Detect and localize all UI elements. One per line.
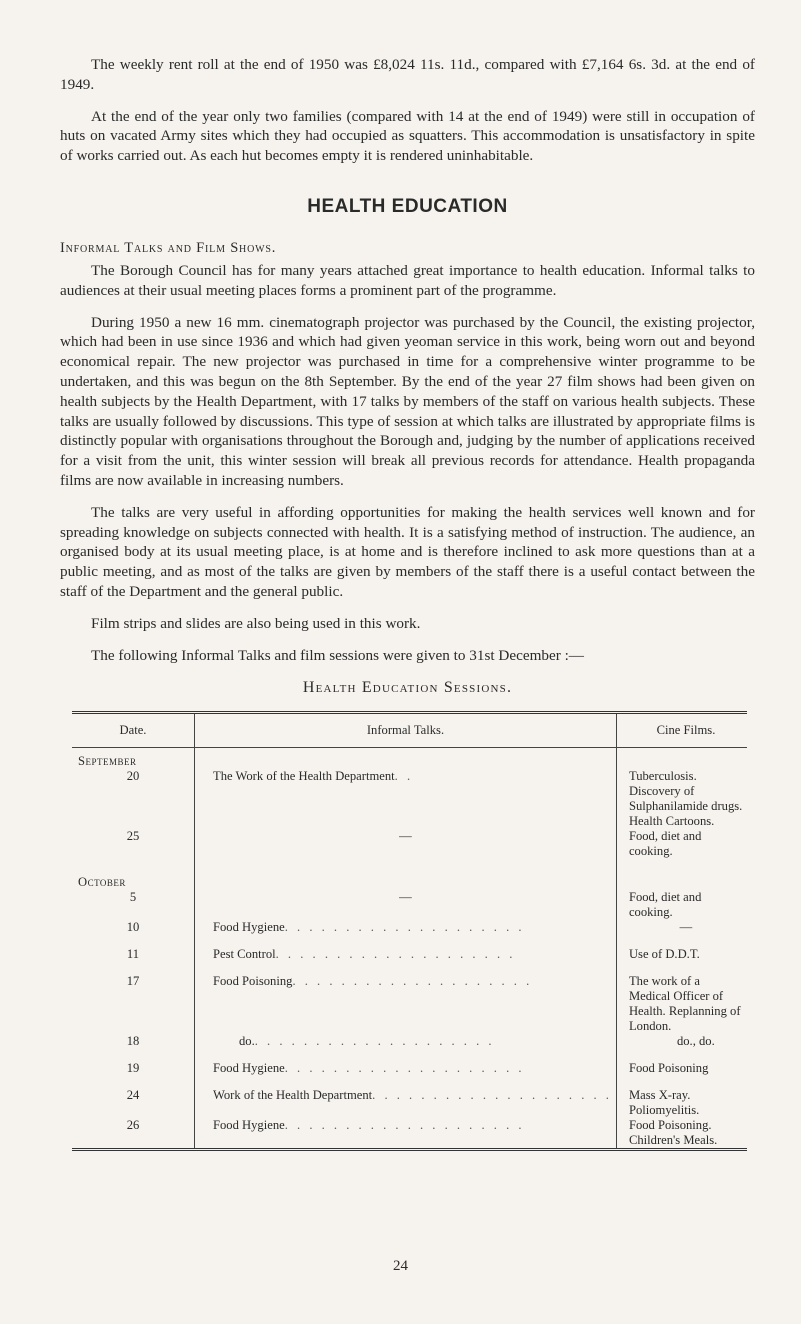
rent-roll-paragraph: The weekly rent roll at the end of 1950 was £8,024 11s. 11d., compared with £7,164 6s. 3d. at the end of 1949. — [60, 56, 755, 93]
header-date: Date. — [72, 713, 195, 748]
table-header-row — [72, 713, 747, 748]
row-films: Food Poisoning — [628, 1061, 709, 1076]
row-films: The work of a Medical Officer of Health. Replanning of London. — [628, 974, 741, 1034]
row-date: 11 — [72, 947, 195, 974]
row-films: do., do. — [676, 1034, 715, 1049]
row-talk: Food Hygiene — [213, 1061, 285, 1076]
table-row — [72, 974, 747, 1034]
dot-leader: . . . . . . . . . . . . . . . . . . . . — [284, 920, 525, 935]
table-row — [72, 947, 747, 974]
sessions-table — [72, 711, 747, 1151]
row-date: 19 — [72, 1061, 195, 1088]
table-row — [72, 1061, 747, 1088]
body-paragraph-4: Film strips and slides are also being used in this work. — [91, 614, 421, 632]
header-films: Cine Films. — [616, 713, 747, 748]
row-talk: Pest Control — [213, 947, 276, 962]
dot-leader: . . . . . . . . . . . . . . . . . . . . — [292, 974, 533, 989]
row-talk: Work of the Health Department — [213, 1088, 373, 1103]
dot-leader: . . — [394, 769, 414, 784]
table-row — [72, 829, 747, 859]
squatters-paragraph: At the end of the year only two families (compared with 14 at the end of 1949) were still in occupation of huts on vacated Army sites which they had occupied as squatters. This accommodation is unsatisfactory in spite of works carried out. As each hut becomes empty it is rendered uninhabitable. — [60, 107, 755, 165]
dot-leader: . . . . . . . . . . . . . . . . . . . . — [275, 947, 516, 962]
row-date: 26 — [72, 1118, 195, 1150]
page-number: 24 — [393, 1258, 408, 1274]
body-paragraph-1: The Borough Council has for many years attached great importance to health education. Informal talks to audiences at their usual meeting places forms a prominent part of the programme. — [60, 261, 755, 299]
row-talk: — — [195, 829, 617, 859]
body-paragraph-5: The following Informal Talks and film sessions were given to 31st December :— — [91, 646, 584, 664]
dot-leader: . . . . . . . . . . . . . . . . . . . . — [254, 1034, 495, 1049]
month-label: October — [72, 859, 195, 890]
row-films: Use of D.D.T. — [628, 947, 700, 962]
table-row — [72, 1034, 747, 1061]
row-talk: The Work of the Health Department — [213, 769, 395, 784]
dot-leader: . . . . . . . . . . . . . . . . . . . . — [372, 1088, 612, 1103]
header-talks: Informal Talks. — [195, 713, 617, 748]
row-films: Mass X-ray. Poliomyelitis. — [628, 1088, 700, 1118]
body-paragraph-3: The talks are very useful in affording opportunities for making the health services well known and for spreading knowledge on subjects connected with health. It is a satisfying method of instruction. The audience, an organised body at its usual meeting place, is at home and is therefore inclined to ask more questions than at a public meeting, and as most of the talks are given by members of the staff there is a useful contact between the staff of the Department and the general public. — [60, 503, 755, 600]
row-talk: Food Poisoning — [213, 974, 293, 989]
table-row — [72, 769, 747, 829]
row-date: 25 — [72, 829, 195, 859]
table-row — [72, 1118, 747, 1150]
table-row — [72, 920, 747, 947]
body-paragraph-2: During 1950 a new 16 mm. cinematograph projector was purchased by the Council, the existing projector, which had been in use since 1936 and which had given yeoman service in this work, being worn out and beyond economical repair. The new projector was purchased in time for a comprehensive winter programme to be undertaken, and this was begun on the 8th September. By the end of the year 27 film shows had been given on health subjects by the Health Department, with 17 talks by members of the staff on various health subjects. These talks are usually followed by discussions. This type of session at which talks are illustrated by appropriate films is distinctly popular with organisations throughout the Borough and, judging by the number of applications received for a visit from the unit, this winter session will break all previous records for attendance. Health propaganda films are now available in increasing numbers. — [60, 313, 755, 489]
row-films: — — [679, 920, 693, 935]
row-talk: Food Hygiene — [213, 920, 285, 935]
row-talk: — — [195, 890, 617, 920]
row-date: 20 — [72, 769, 195, 829]
row-date: 17 — [72, 974, 195, 1034]
row-date: 24 — [72, 1088, 195, 1118]
subheading: Informal Talks and Film Shows. — [60, 239, 277, 256]
month-row — [72, 748, 747, 770]
section-heading: HEALTH EDUCATION — [307, 195, 508, 217]
row-date: 5 — [72, 890, 195, 920]
row-talk: Food Hygiene — [213, 1118, 285, 1133]
row-films: Food, diet and cooking. — [628, 829, 702, 859]
dot-leader: . . . . . . . . . . . . . . . . . . . . — [284, 1118, 525, 1133]
row-date: 10 — [72, 920, 195, 947]
document-page — [60, 55, 755, 1151]
table-row — [72, 1088, 747, 1118]
dot-leader: . . . . . . . . . . . . . . . . . . . . — [284, 1061, 525, 1076]
row-films: Tuberculosis. Discovery of Sulphanilamide drugs. Health Cartoons. — [628, 769, 743, 829]
row-talk: do. — [239, 1034, 255, 1049]
row-films: Food Poisoning. Children's Meals. — [628, 1118, 718, 1148]
table-row — [72, 890, 747, 920]
row-date: 18 — [72, 1034, 195, 1061]
row-films: Food, diet and cooking. — [628, 890, 702, 920]
month-label: September — [72, 748, 195, 770]
table-title: Health Education Sessions. — [302, 679, 513, 697]
month-row — [72, 859, 747, 890]
